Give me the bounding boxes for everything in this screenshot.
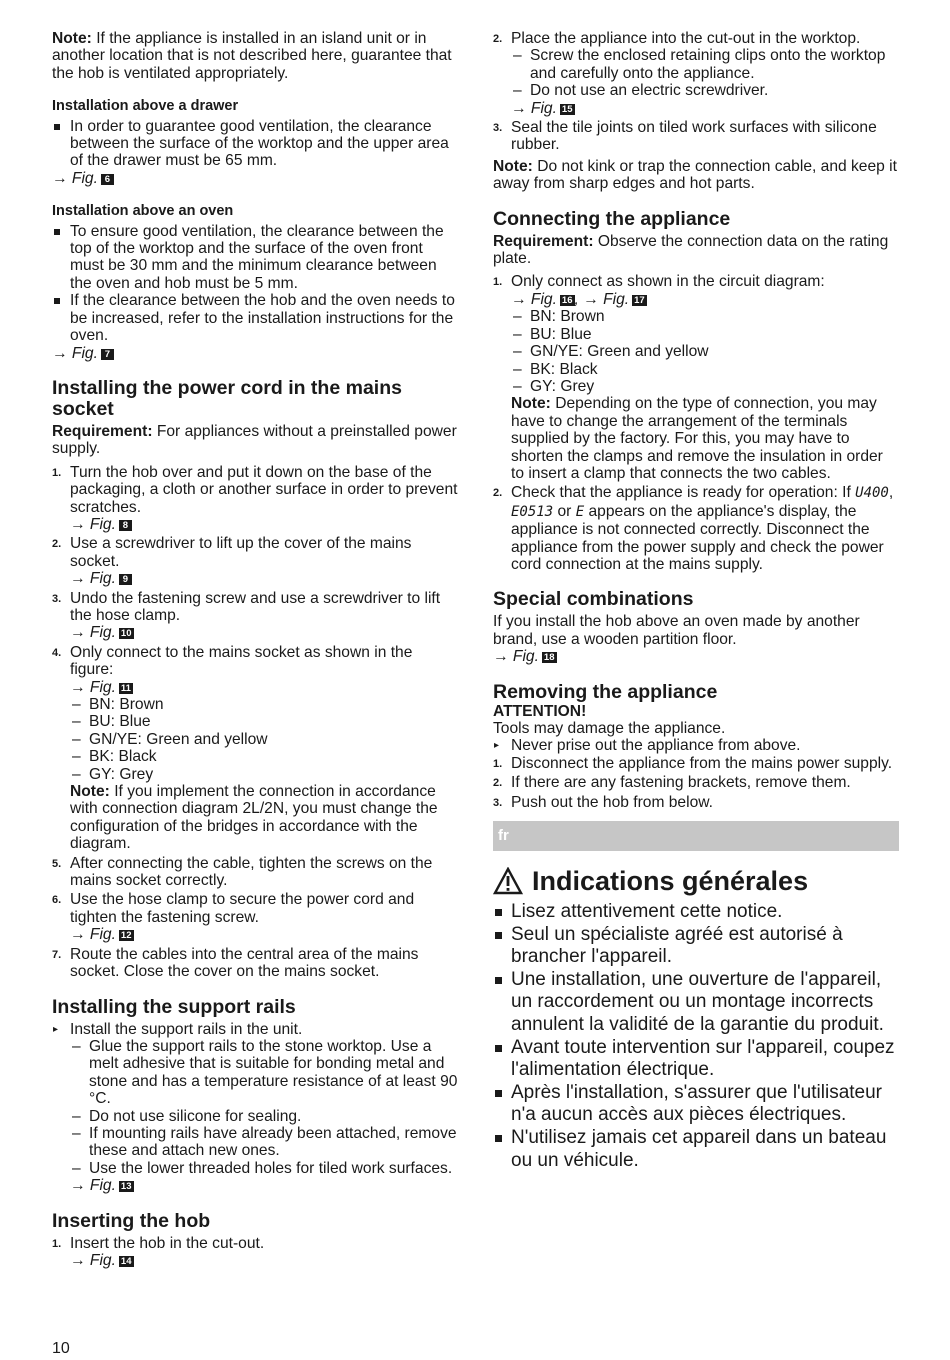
step-text: Undo the fastening screw and use a screwdriver to lift the hose clamp. <box>70 589 441 624</box>
dash-text: Screw the enclosed retaining clips onto the worktop and carefully onto the appliance. <box>530 47 886 82</box>
section-title-special: Special combinations <box>493 588 694 611</box>
step-text: Use a screwdriver to lift up the cover of the mains socket. <box>70 535 412 570</box>
dash-marker: – <box>513 343 522 361</box>
wire-color-text: BN: Brown <box>530 308 605 326</box>
note-label: Note: <box>511 395 551 413</box>
figure-number-badge: 17 <box>634 294 645 306</box>
figure-reference <box>493 648 899 665</box>
step-number: 1. <box>52 466 62 479</box>
french-section-title <box>493 865 899 897</box>
list-item: In order to guarantee good ventilation, the clearance between the surface of the worktop and the upper area of the drawer must be 65 mm. <box>52 118 458 170</box>
wire-color-item <box>70 696 458 713</box>
step-item <box>52 1235 458 1270</box>
step-item <box>52 464 458 534</box>
display-code: E <box>575 503 585 520</box>
step-item <box>493 755 899 772</box>
dash-marker: – <box>72 748 81 766</box>
figure-reference <box>70 624 458 641</box>
dash-text: Glue the support rails to the stone worktop. Use a melt adhesive that is suitable for bonding metal and stone and has a temperature resistance of at least 90 °C. <box>89 1037 458 1108</box>
wire-color-item <box>511 378 899 395</box>
requirement-text: Observe the connection data on the rating plate. <box>493 232 889 268</box>
step-text: Place the appliance into the cut-out in the worktop. <box>511 30 861 47</box>
wire-color-item <box>70 766 458 783</box>
step-item <box>52 855 458 890</box>
action-text: Never prise out the appliance from above. <box>511 737 801 755</box>
dash-text: Do not use an electric screwdriver. <box>530 82 769 100</box>
attention-label: ATTENTION! <box>493 702 587 720</box>
step-text: Only connect to the mains socket as shown in the figure: <box>70 643 413 679</box>
step-text: Turn the hob over and put it down on the base of the packaging, a cloth or another surface in order to prevent scratches. <box>70 463 458 516</box>
dash-marker: – <box>513 82 522 100</box>
dash-item <box>70 1160 458 1177</box>
step-item <box>493 30 899 117</box>
section-title-inserting-hob: Inserting the hob <box>52 1209 211 1232</box>
note-text: Depending on the type of connection, you may have to change the arrangement of the terminals supplied by the factory. For this, you may have to shorten the clamps and remove the insulation in order to insert a clamp that connects the two cables. <box>511 395 883 482</box>
wire-color-text: BK: Black <box>89 748 157 766</box>
action-arrow-icon: ▸ <box>53 1023 59 1035</box>
figure-reference <box>511 100 899 117</box>
dash-marker: – <box>72 1037 81 1055</box>
step-item <box>52 644 458 853</box>
wire-color-text: GY: Grey <box>89 765 154 783</box>
fig-prefix: → Fig. <box>70 1177 116 1195</box>
figure-number-badge: 16 <box>561 294 573 306</box>
dash-item <box>70 1108 458 1125</box>
figure-number-badge: 18 <box>543 652 555 664</box>
requirement-label: Requirement: <box>493 232 594 250</box>
wire-color-item <box>70 713 458 730</box>
rails-sub-list <box>52 1038 458 1195</box>
dash-marker: – <box>513 360 522 378</box>
note-text: If you implement the connection in accordance with connection diagram 2L/2N, you must change the configuration of the bridges in accordance with the diagram. <box>70 783 438 853</box>
connecting-steps <box>493 273 899 573</box>
page-number: 10 <box>52 1340 70 1357</box>
wire-color-item <box>511 308 899 325</box>
step-item <box>493 119 899 154</box>
figure-number-badge: 12 <box>120 930 132 942</box>
step-number: 3. <box>493 796 503 809</box>
warning-text: Tools may damage the appliance. <box>493 720 726 737</box>
right-column <box>493 30 899 1172</box>
step-number: 6. <box>52 894 62 907</box>
fig-prefix: → Fig. <box>583 290 630 308</box>
dash-marker: – <box>72 1159 81 1177</box>
requirement-label: Requirement: <box>52 422 153 440</box>
display-code: U400 <box>855 485 889 502</box>
note-text: If the appliance is installed in an island unit or in another location that is not described here, guarantee that the hob is ventilated appropriately. <box>52 30 452 82</box>
wire-color-text: GN/YE: Green and yellow <box>89 730 268 748</box>
fig-prefix: → Fig. <box>70 624 116 642</box>
requirement-paragraph <box>493 233 899 268</box>
figure-reference <box>70 1252 458 1269</box>
wire-color-text: BU: Blue <box>89 713 151 731</box>
section-title-drawer: Installation above a drawer <box>52 98 239 115</box>
insert-steps <box>52 1235 458 1270</box>
requirement-paragraph <box>52 423 458 458</box>
dash-marker: – <box>513 377 522 395</box>
step-number: 3. <box>493 122 503 135</box>
dash-marker: – <box>513 325 522 343</box>
note-label: Note: <box>493 157 533 175</box>
step-text: Disconnect the appliance from the mains power supply. <box>511 754 893 772</box>
fig-prefix: → Fig. <box>70 678 116 696</box>
wire-color-item <box>511 361 899 378</box>
figure-number-badge: 8 <box>119 520 132 531</box>
list-item: Lisez attentivement cette notice. <box>493 901 899 924</box>
figure-number-badge: 14 <box>120 1255 132 1267</box>
figure-reference <box>52 170 458 187</box>
list-item: Une installation, une ouverture de l'appareil, un raccordement ou un montage incorrects annulent la validité de la garantie du produit. <box>493 969 899 1037</box>
step-item <box>493 794 899 811</box>
step-item <box>493 273 899 482</box>
figure-reference <box>70 926 458 943</box>
list-item: To ensure good ventilation, the clearance between the top of the worktop and the surface of the oven front must be 30 mm and the minimum clearance between the oven and hob must be 5 mm. <box>52 223 458 293</box>
step-number: 2. <box>52 538 62 551</box>
wire-color-item <box>511 326 899 343</box>
figure-reference <box>70 516 458 533</box>
figure-number-badge: 9 <box>119 574 132 585</box>
step-note <box>70 783 458 853</box>
removing-steps <box>493 755 899 811</box>
dash-text: Do not use silicone for sealing. <box>89 1107 302 1125</box>
dash-marker: – <box>513 308 522 326</box>
dash-text: If mounting rails have already been attached, remove these and attach new ones. <box>89 1124 457 1160</box>
figure-number-badge: 15 <box>561 103 573 115</box>
step-item <box>52 535 458 587</box>
step-item: 2. Check that the appliance is ready for operation: If U400, E0513 or E appears on the appliance's display, the appliance is not connected correctly. Disconnect the appliance from the power supply and check the power cord connection at the mains supply. <box>493 484 894 573</box>
fig-prefix: → Fig. <box>52 169 98 187</box>
dash-marker: – <box>72 765 81 783</box>
dash-item <box>511 47 899 82</box>
language-bar: fr <box>493 821 899 851</box>
fig-prefix: → Fig. <box>70 926 116 944</box>
step-number: 1. <box>493 276 503 289</box>
wire-color-text: BK: Black <box>530 360 598 378</box>
note-text: Do not kink or trap the connection cable, and keep it away from sharp edges and hot parts. <box>493 157 897 193</box>
step-number: 2. <box>493 33 503 45</box>
action-text: Install the support rails in the unit. <box>70 1020 303 1038</box>
figure-number-badge: 10 <box>120 628 132 640</box>
oven-list <box>52 223 458 345</box>
left-column <box>52 30 458 1269</box>
figure-number-badge: 11 <box>120 682 131 694</box>
fig-prefix: → Fig. <box>511 99 557 117</box>
wire-color-item <box>70 748 458 765</box>
figure-number-badge: 6 <box>101 174 114 185</box>
note-paragraph <box>493 158 899 193</box>
dash-marker: – <box>72 1124 81 1142</box>
step-text: Use the hose clamp to secure the power cord and tighten the fastening screw. <box>70 891 415 926</box>
figure-reference <box>52 345 458 362</box>
dash-marker: – <box>72 696 81 713</box>
section-title-removing: Removing the appliance <box>493 680 718 703</box>
dash-item <box>511 82 899 99</box>
step-text: Route the cables into the central area of the mains socket. Close the cover on the mains socket. <box>70 945 419 981</box>
fig-prefix: → Fig. <box>70 1251 116 1269</box>
fig-prefix: → Fig. <box>70 515 116 533</box>
step-item <box>52 590 458 642</box>
step-text: Seal the tile joints on tiled work surfaces with silicone rubber. <box>511 119 877 154</box>
wire-color-text: GN/YE: Green and yellow <box>530 343 709 361</box>
figure-reference <box>70 679 458 696</box>
list-item: Avant toute intervention sur l'appareil, coupez l'alimentation électrique. <box>493 1037 899 1082</box>
fig-prefix: → Fig. <box>511 290 557 308</box>
dash-marker: – <box>72 713 81 731</box>
list-item: If the clearance between the hob and the oven needs to be increased, refer to the installation instructions for the oven. <box>52 292 458 344</box>
step-number: 5. <box>52 857 62 870</box>
step-number: 2. <box>493 777 503 790</box>
step-number: 7. <box>52 948 62 961</box>
special-text: If you install the hob above an oven made by another brand, use a wooden partition floor. <box>493 613 860 648</box>
step-text: Only connect as shown in the circuit diagram: <box>511 273 825 291</box>
step-text: Push out the hob from below. <box>511 793 713 811</box>
step-item <box>52 946 458 981</box>
step-text: Check that the appliance is ready for operation: If <box>511 484 851 502</box>
wire-color-text: BU: Blue <box>530 325 592 343</box>
section-title-oven: Installation above an oven <box>52 203 234 220</box>
figure-number-badge: 7 <box>101 349 114 360</box>
section-title-power-cord: Installing the power cord in the mains socket <box>52 376 402 420</box>
fig-prefix: → Fig. <box>70 570 116 588</box>
dash-item <box>70 1038 458 1108</box>
wire-color-text: BN: Brown <box>89 696 164 713</box>
note-paragraph <box>52 30 458 82</box>
figure-reference <box>70 1177 458 1194</box>
wire-color-item <box>511 343 899 360</box>
list-item: N'utilisez jamais cet appareil dans un bateau ou un véhicule. <box>493 1127 899 1172</box>
step-number: 1. <box>52 1237 62 1250</box>
step-text: If there are any fastening brackets, remove them. <box>511 774 851 792</box>
note-label: Note: <box>70 783 110 801</box>
display-code: E0513 <box>511 503 554 520</box>
fig-prefix: → Fig. <box>52 344 98 362</box>
insert-steps-continued <box>493 30 899 154</box>
section-title-support-rails: Installing the support rails <box>52 995 296 1018</box>
action-arrow-icon: ▸ <box>494 740 500 752</box>
step-text-or: or <box>557 502 572 520</box>
figure-number-badge: 13 <box>120 1181 132 1193</box>
step-item <box>52 891 458 943</box>
wire-color-text: GY: Grey <box>530 377 595 395</box>
action-item <box>52 1021 458 1038</box>
power-cord-steps <box>52 464 458 981</box>
step-number: 2. <box>493 487 503 500</box>
list-item: Après l'installation, s'assurer que l'utilisateur n'a aucun accès aux pièces électriques. <box>493 1082 899 1127</box>
step-text: appears on the appliance's display, the appliance is not connected correctly. Disconnect the appliance from the power supply and check the power cord connection at the mains supply. <box>511 502 884 573</box>
requirement-text: For appliances without a preinstalled power supply. <box>52 422 457 458</box>
step-item <box>493 774 899 791</box>
wire-color-item <box>70 731 458 748</box>
list-item: Seul un spécialiste agréé est autorisé à brancher l'appareil. <box>493 924 899 969</box>
dash-marker: – <box>513 47 522 65</box>
section-title-connecting: Connecting the appliance <box>493 207 731 230</box>
french-list <box>493 901 899 1172</box>
french-title-text: Indications générales <box>532 866 809 897</box>
step-number: 3. <box>52 592 62 605</box>
dash-marker: – <box>72 1107 81 1125</box>
step-number: 1. <box>493 757 503 770</box>
drawer-list <box>52 118 458 170</box>
figure-reference: → Fig. 16 , → Fig. 17 <box>511 290 645 308</box>
step-text: After connecting the cable, tighten the screws on the mains socket correctly. <box>70 854 433 890</box>
step-text: Insert the hob in the cut-out. <box>70 1234 265 1252</box>
warning-triangle-icon <box>493 867 523 895</box>
fig-prefix: → Fig. <box>493 648 539 666</box>
step-note <box>511 395 899 482</box>
dash-item <box>70 1125 458 1160</box>
step-number: 4. <box>52 646 62 659</box>
note-label: Note: <box>52 30 92 47</box>
dash-marker: – <box>72 730 81 748</box>
figure-reference <box>70 570 458 587</box>
dash-text: Use the lower threaded holes for tiled work surfaces. <box>89 1159 453 1177</box>
action-item <box>493 737 899 754</box>
